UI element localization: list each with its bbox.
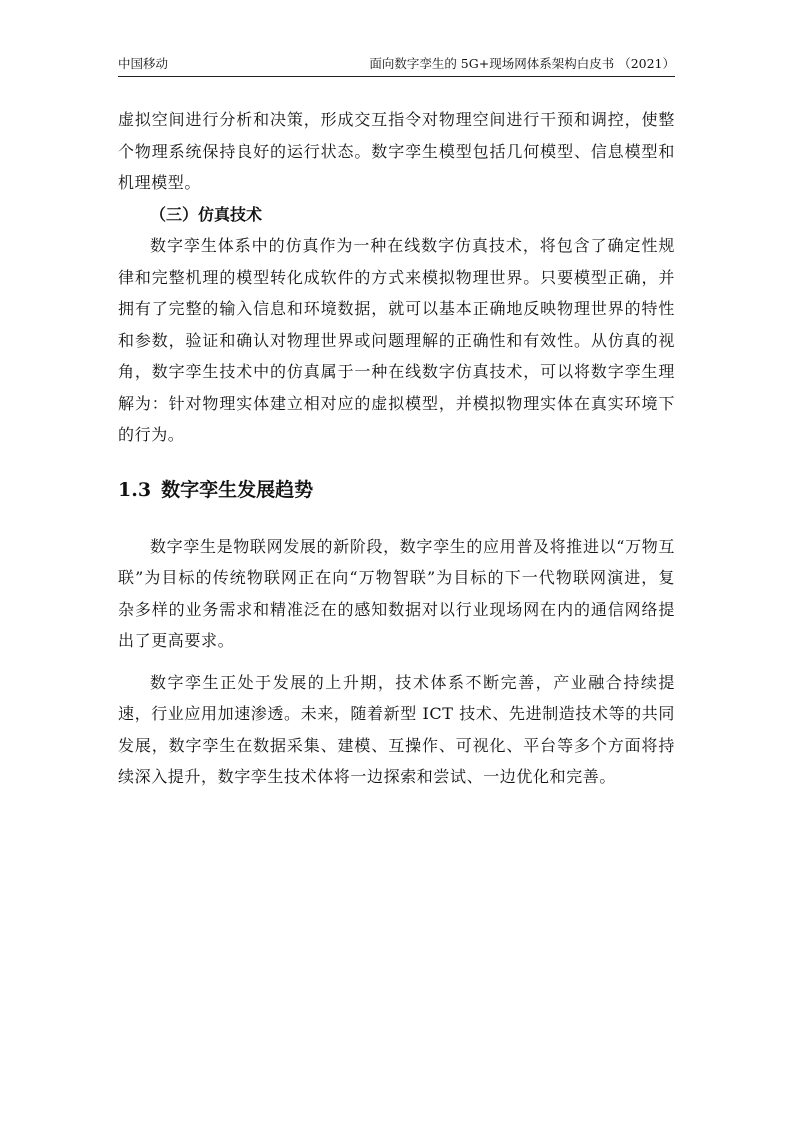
document-body	[118, 104, 675, 793]
paragraph-simulation: 数字孪生体系中的仿真作为一种在线数字仿真技术，将包含了确定性规律和完整机理的模型转化成软件的方式来模拟物理世界。只要模型正确，并拥有了完整的输入信息和环境数据，就可以基本正确地反映物理世界的特性和参数，验证和确认对物理世界或问题理解的正确性和有效性。从仿真的视角，数字孪生技术中的仿真属于一种在线数字仿真技术，可以将数字孪生理解为：针对物理实体建立相对应的虚拟模型，并模拟物理实体在真实环境下的行为。	[118, 236, 675, 444]
section-title-text: 数字孪生发展趋势	[161, 478, 314, 501]
header-org-name: 中国移动	[118, 56, 169, 71]
page-header	[118, 52, 675, 77]
section-heading	[118, 475, 675, 505]
header-document-title: 面向数字孪生的 5G+现场网体系架构白皮书 （2021）	[369, 56, 675, 71]
paragraph-trend-2: 数字孪生正处于发展的上升期，技术体系不断完善，产业融合持续提速，行业应用加速渗透。未来，随着新型 ICT 技术、先进制造技术等的共同发展，数字孪生在数据采集、建模、互操作、可视化、平台等多个方面将持续深入提升，数字孪生技术体将一边探索和尝试、一边优化和完善。	[118, 672, 676, 786]
paragraph-intro: 虚拟空间进行分析和决策，形成交互指令对物理空间进行干预和调控，使整个物理系统保持良好的运行状态。数字孪生模型包括几何模型、信息模型和机理模型。	[118, 110, 675, 192]
paragraph-gap	[118, 657, 675, 667]
paragraph-trend-1: 数字孪生是物联网发展的新阶段，数字孪生的应用普及将推进以“万物互联”为目标的传统物联网正在向“万物智联”为目标的下一代物联网演进，复杂多样的业务需求和精准泛在的感知数据对以行业现场网在内的通信网络提出了更高要求。	[118, 536, 675, 650]
section-number: 1.3	[118, 478, 152, 501]
subheading-simulation: （三）仿真技术	[150, 204, 263, 224]
